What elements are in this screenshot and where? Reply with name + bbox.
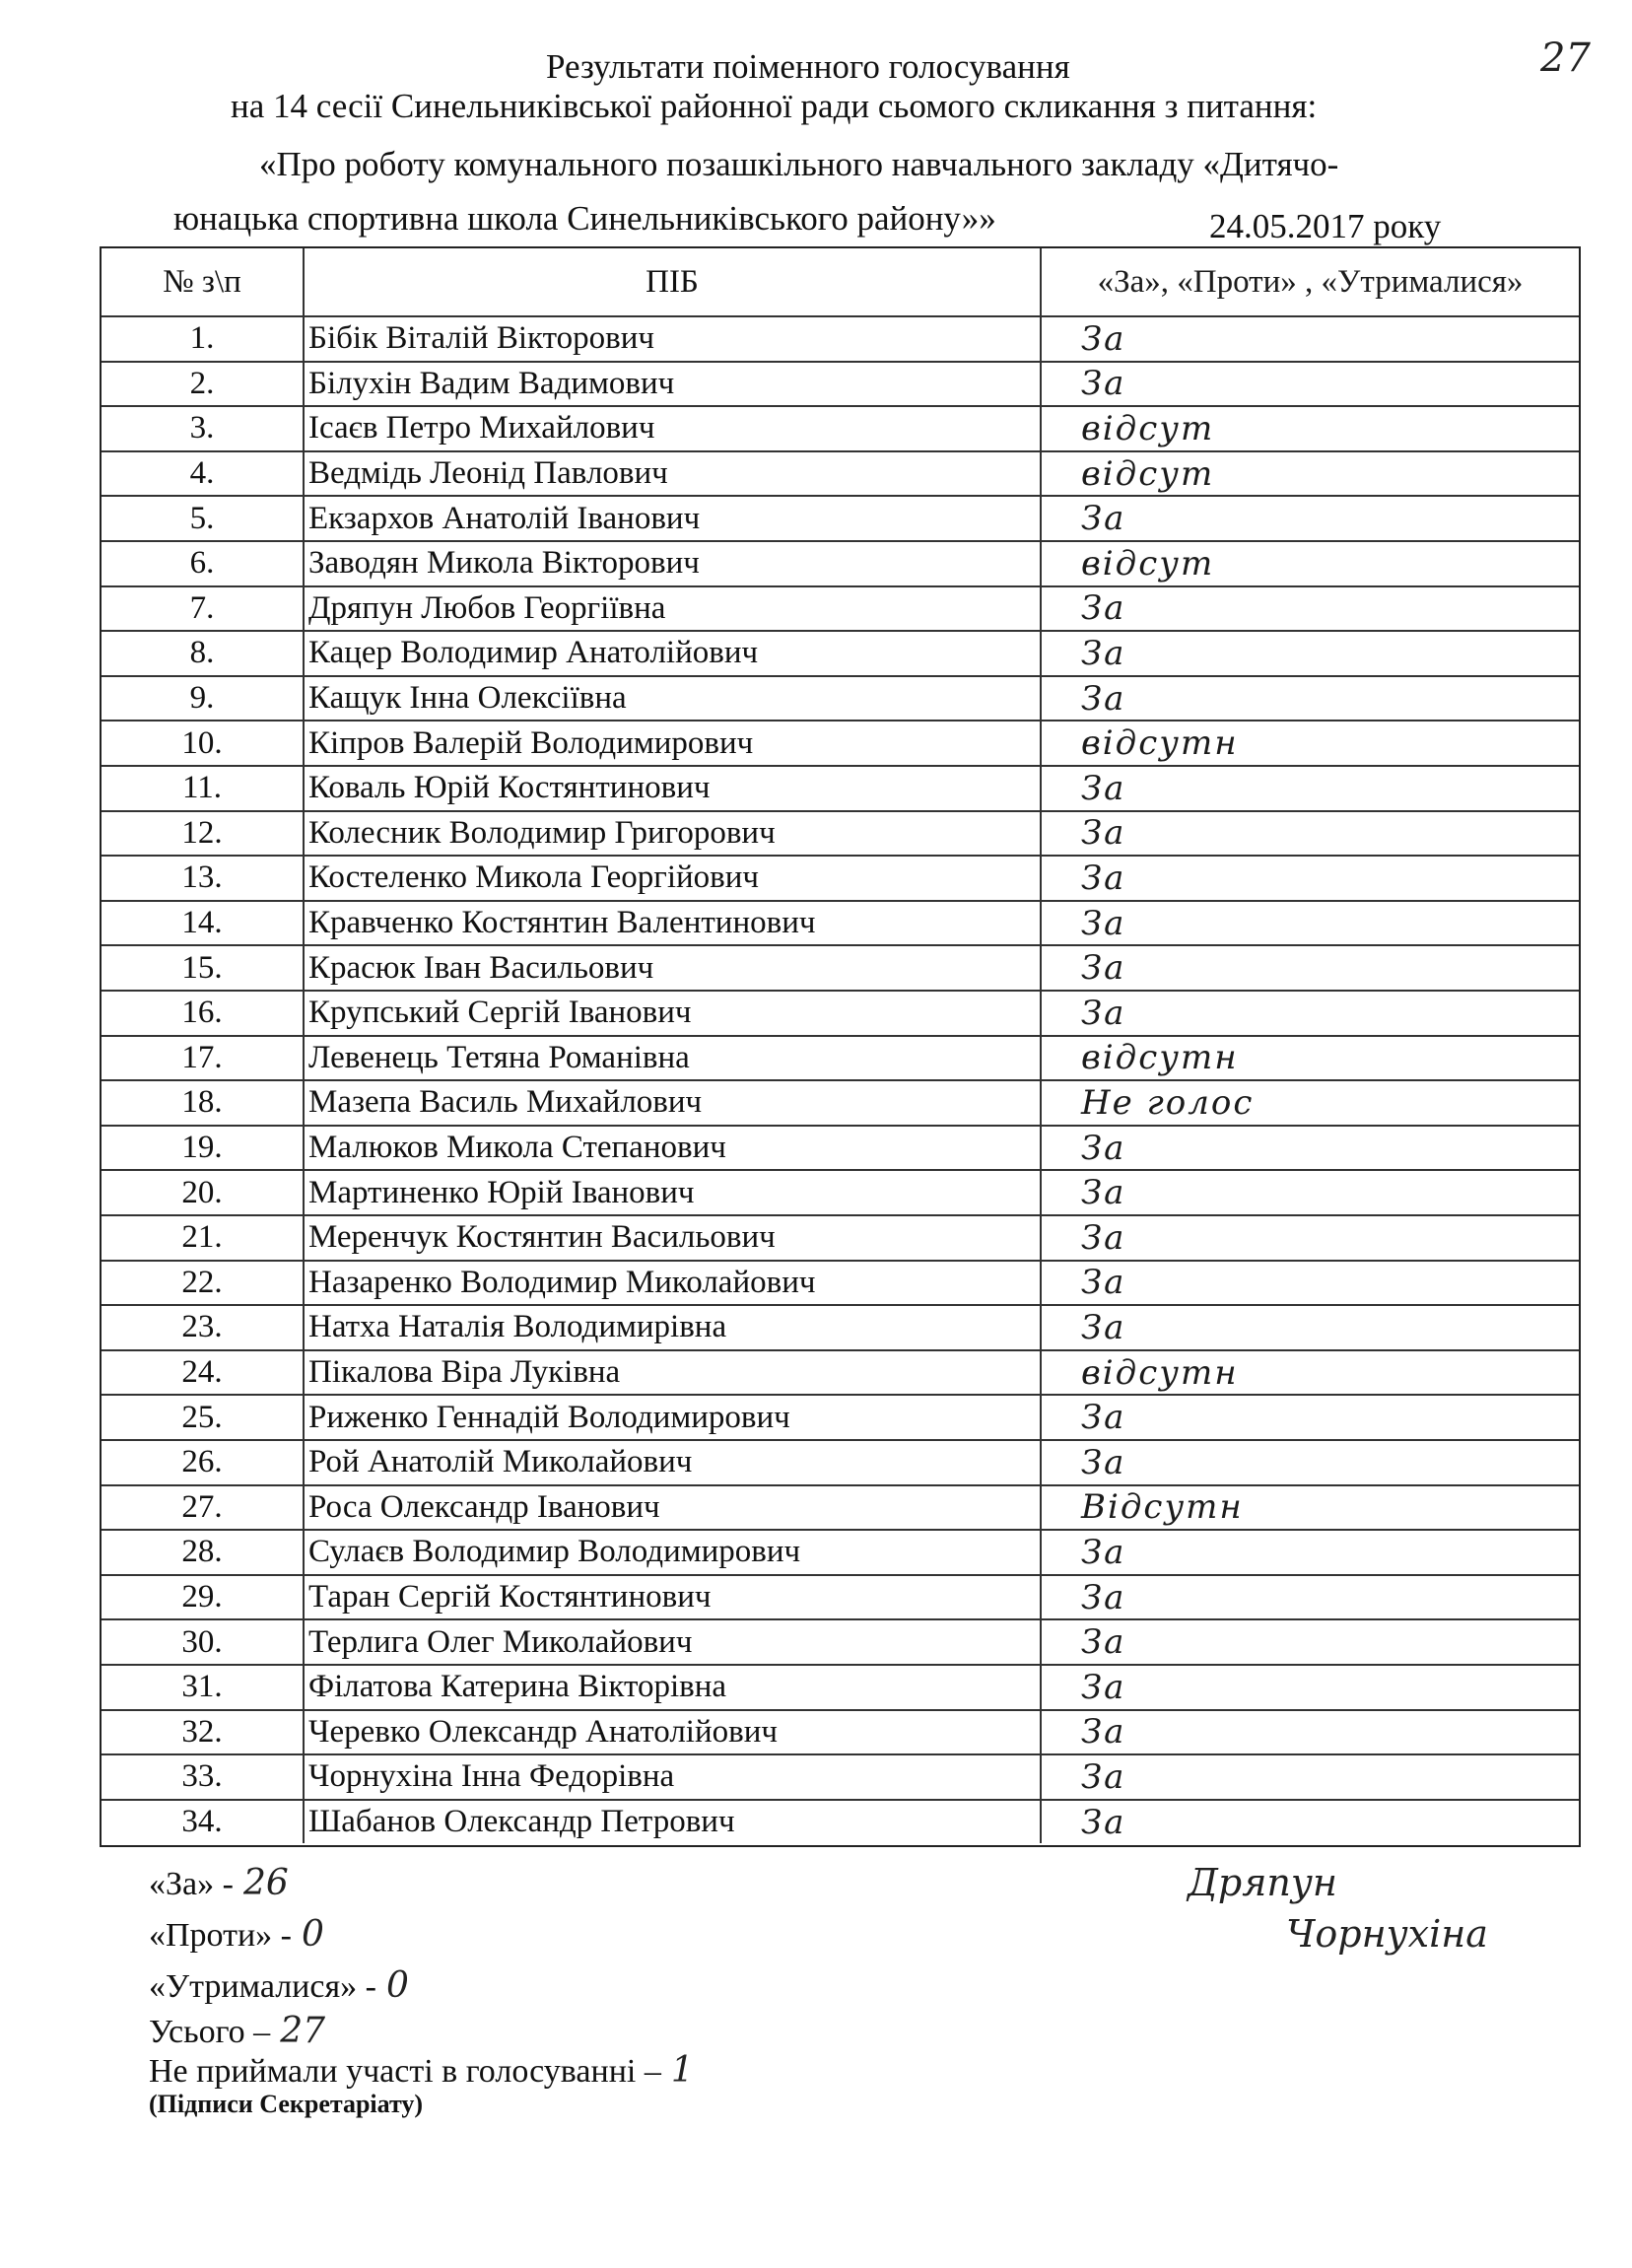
summary-total-label: Усього – bbox=[149, 2014, 271, 2050]
summary-against bbox=[149, 1914, 324, 1955]
row-number: 29. bbox=[181, 1579, 223, 1615]
row-number: 27. bbox=[181, 1488, 223, 1525]
table-row bbox=[102, 630, 1579, 675]
row-number: 9. bbox=[189, 680, 215, 717]
summary-total-value: 27 bbox=[280, 2011, 325, 2051]
table-row bbox=[102, 1618, 1579, 1664]
summary-not-voted bbox=[149, 2050, 694, 2091]
table-row bbox=[102, 675, 1579, 721]
vote-value: За bbox=[1040, 1306, 1579, 1349]
document-title: Результати поіменного голосування bbox=[546, 47, 1070, 86]
vote-value: За bbox=[1040, 992, 1579, 1035]
topic-line-1: «Про роботу комунального позашкільного навчального закладу «Дитячо- bbox=[259, 145, 1339, 183]
member-name: Чорнухіна Інна Федорівна bbox=[303, 1755, 1040, 1799]
document-date: 24.05.2017 року bbox=[1209, 207, 1442, 245]
topic-line-2: юнацька спортивна школа Синельниківського району»» bbox=[173, 199, 996, 238]
row-number: 16. bbox=[181, 995, 223, 1031]
row-number: 18. bbox=[181, 1084, 223, 1121]
vote-value: За bbox=[1040, 812, 1579, 856]
summary-abstain-label: «Утрималися» - bbox=[149, 1968, 376, 2005]
vote-value: За bbox=[1040, 1171, 1579, 1214]
row-number: 25. bbox=[181, 1399, 223, 1435]
table-row bbox=[102, 1484, 1579, 1530]
member-name: Кащук Інна Олексіївна bbox=[303, 677, 1040, 721]
column-header-number: № з\п bbox=[163, 263, 241, 300]
summary-total bbox=[149, 2011, 325, 2051]
summary-against-value: 0 bbox=[301, 1914, 324, 1955]
row-number: 21. bbox=[181, 1219, 223, 1256]
vote-value: За bbox=[1040, 1262, 1579, 1305]
vote-value: Відсутн bbox=[1040, 1486, 1579, 1530]
table-row bbox=[102, 1349, 1579, 1395]
member-name: Дряпун Любов Георгіївна bbox=[303, 587, 1040, 631]
member-name: Філатова Катерина Вікторівна bbox=[303, 1666, 1040, 1709]
row-number: 4. bbox=[189, 455, 215, 492]
row-number: 7. bbox=[189, 589, 215, 626]
member-name: Костеленко Микола Георгійович bbox=[303, 857, 1040, 900]
row-number: 33. bbox=[181, 1758, 223, 1795]
summary-abstain bbox=[149, 1965, 409, 2006]
table-row bbox=[102, 315, 1579, 361]
table-row bbox=[102, 361, 1579, 406]
member-name: Сулаєв Володимир Володимирович bbox=[303, 1531, 1040, 1574]
vote-value: відсут bbox=[1040, 452, 1579, 496]
row-number: 24. bbox=[181, 1354, 223, 1391]
member-name: Мартиненко Юрій Іванович bbox=[303, 1171, 1040, 1214]
vote-value: За bbox=[1040, 677, 1579, 721]
table-row bbox=[102, 1079, 1579, 1125]
vote-value: відсутн bbox=[1040, 722, 1579, 765]
member-name: Кацер Володимир Анатолійович bbox=[303, 632, 1040, 675]
table-row bbox=[102, 585, 1579, 631]
table-row bbox=[102, 540, 1579, 585]
table-row bbox=[102, 405, 1579, 450]
vote-value: За bbox=[1040, 1801, 1579, 1844]
vote-value: За bbox=[1040, 1620, 1579, 1664]
row-number: 28. bbox=[181, 1534, 223, 1570]
table-row bbox=[102, 1574, 1579, 1619]
table-row bbox=[102, 900, 1579, 945]
table-row bbox=[102, 1753, 1579, 1799]
page-number: 27 bbox=[1540, 35, 1591, 81]
table-row bbox=[102, 1304, 1579, 1349]
member-name: Ісаєв Петро Михайлович bbox=[303, 407, 1040, 450]
row-number: 15. bbox=[181, 949, 223, 986]
row-number: 10. bbox=[181, 724, 223, 761]
row-number: 11. bbox=[181, 770, 223, 806]
vote-value: За bbox=[1040, 1216, 1579, 1260]
member-name: Малюков Микола Степанович bbox=[303, 1127, 1040, 1170]
row-number: 13. bbox=[181, 859, 223, 896]
vote-value: За bbox=[1040, 1666, 1579, 1709]
member-name: Крупський Сергій Іванович bbox=[303, 992, 1040, 1035]
vote-value: За bbox=[1040, 767, 1579, 810]
vote-value: За bbox=[1040, 1576, 1579, 1619]
table-row bbox=[102, 1169, 1579, 1214]
row-number: 6. bbox=[189, 545, 215, 582]
member-name: Бібік Віталій Вікторович bbox=[303, 317, 1040, 361]
member-name: Шабанов Олександр Петрович bbox=[303, 1801, 1040, 1844]
signature-line-1: Дряпун bbox=[1188, 1861, 1337, 1904]
summary-not-voted-value: 1 bbox=[670, 2050, 694, 2091]
member-name: Черевко Олександр Анатолійович bbox=[303, 1711, 1040, 1754]
vote-value: За bbox=[1040, 1531, 1579, 1574]
member-name: Риженко Геннадій Володимирович bbox=[303, 1396, 1040, 1439]
table-row bbox=[102, 1035, 1579, 1080]
vote-value: За bbox=[1040, 1396, 1579, 1439]
vote-value: За bbox=[1040, 946, 1579, 990]
vote-value: За bbox=[1040, 497, 1579, 540]
row-number: 22. bbox=[181, 1264, 223, 1300]
member-name: Колесник Володимир Григорович bbox=[303, 812, 1040, 856]
summary-against-label: «Проти» - bbox=[149, 1917, 292, 1954]
row-number: 2. bbox=[189, 365, 215, 401]
row-number: 20. bbox=[181, 1174, 223, 1210]
member-name: Ведмідь Леонід Павлович bbox=[303, 452, 1040, 496]
table-row bbox=[102, 810, 1579, 856]
table-row bbox=[102, 1709, 1579, 1754]
column-header-name: ПІБ bbox=[303, 248, 1040, 315]
member-name: Кіпров Валерій Володимирович bbox=[303, 722, 1040, 765]
vote-value: відсут bbox=[1040, 407, 1579, 450]
row-number: 8. bbox=[189, 635, 215, 671]
vote-value: відсут bbox=[1040, 542, 1579, 585]
table-row bbox=[102, 495, 1579, 540]
vote-value: За bbox=[1040, 1711, 1579, 1754]
column-header-vote: «За», «Проти» , «Утрималися» bbox=[1040, 248, 1579, 315]
member-name: Білухін Вадим Вадимович bbox=[303, 363, 1040, 406]
table-header-row bbox=[102, 248, 1579, 315]
member-name: Назаренко Володимир Миколайович bbox=[303, 1262, 1040, 1305]
member-name: Заводян Микола Вікторович bbox=[303, 542, 1040, 585]
vote-value: За bbox=[1040, 587, 1579, 631]
table-row bbox=[102, 720, 1579, 765]
row-number: 12. bbox=[181, 814, 223, 851]
vote-value: відсутн bbox=[1040, 1351, 1579, 1395]
member-name: Мазепа Василь Михайлович bbox=[303, 1081, 1040, 1125]
vote-value: За bbox=[1040, 1441, 1579, 1484]
member-name: Терлига Олег Миколайович bbox=[303, 1620, 1040, 1664]
member-name: Натха Наталія Володимирівна bbox=[303, 1306, 1040, 1349]
secretariat-signatures-label: (Підписи Секретаріату) bbox=[149, 2090, 424, 2118]
row-number: 23. bbox=[181, 1309, 223, 1345]
member-name: Красюк Іван Васильович bbox=[303, 946, 1040, 990]
table-row bbox=[102, 944, 1579, 990]
table-row bbox=[102, 765, 1579, 810]
row-number: 26. bbox=[181, 1444, 223, 1480]
vote-value: За bbox=[1040, 317, 1579, 361]
vote-value: За bbox=[1040, 857, 1579, 900]
member-name: Левенець Тетяна Романівна bbox=[303, 1037, 1040, 1080]
summary-not-voted-label: Не приймали участі в голосуванні – bbox=[149, 2053, 661, 2090]
row-number: 1. bbox=[189, 320, 215, 357]
secretariat-signatures bbox=[1168, 1861, 1601, 2019]
row-number: 17. bbox=[181, 1039, 223, 1075]
row-number: 32. bbox=[181, 1713, 223, 1750]
vote-value: За bbox=[1040, 902, 1579, 945]
member-name: Кравченко Костянтин Валентинович bbox=[303, 902, 1040, 945]
voting-results-table bbox=[100, 246, 1581, 1847]
summary-for bbox=[149, 1863, 289, 1903]
summary-abstain-value: 0 bbox=[385, 1965, 409, 2006]
row-number: 30. bbox=[181, 1623, 223, 1660]
row-number: 31. bbox=[181, 1669, 223, 1705]
member-name: Коваль Юрій Костянтинович bbox=[303, 767, 1040, 810]
member-name: Пікалова Віра Луківна bbox=[303, 1351, 1040, 1395]
member-name: Таран Сергій Костянтинович bbox=[303, 1576, 1040, 1619]
row-number: 19. bbox=[181, 1130, 223, 1166]
table-row bbox=[102, 1214, 1579, 1260]
vote-value: Не голос bbox=[1040, 1081, 1579, 1125]
signature-line-2: Чорнухіна bbox=[1286, 1912, 1488, 1956]
table-row bbox=[102, 1260, 1579, 1305]
table-row bbox=[102, 1439, 1579, 1484]
member-name: Рой Анатолій Миколайович bbox=[303, 1441, 1040, 1484]
vote-value: За bbox=[1040, 1755, 1579, 1799]
row-number: 34. bbox=[181, 1804, 223, 1840]
row-number: 3. bbox=[189, 410, 215, 447]
vote-value: За bbox=[1040, 363, 1579, 406]
vote-value: відсутн bbox=[1040, 1037, 1579, 1080]
table-row bbox=[102, 1664, 1579, 1709]
row-number: 14. bbox=[181, 905, 223, 941]
document-subtitle: на 14 сесії Синельниківської районної ради сьомого скликання з питання: bbox=[231, 87, 1318, 125]
table-row bbox=[102, 990, 1579, 1035]
member-name: Роса Олександр Іванович bbox=[303, 1486, 1040, 1530]
vote-value: За bbox=[1040, 1127, 1579, 1170]
vote-value: За bbox=[1040, 632, 1579, 675]
table-row bbox=[102, 1799, 1579, 1844]
table-row bbox=[102, 1394, 1579, 1439]
member-name: Екзархов Анатолій Іванович bbox=[303, 497, 1040, 540]
summary-for-value: 26 bbox=[242, 1863, 289, 1903]
table-row bbox=[102, 1529, 1579, 1574]
row-number: 5. bbox=[189, 500, 215, 536]
table-row bbox=[102, 450, 1579, 496]
summary-for-label: «За» - bbox=[149, 1866, 234, 1902]
member-name: Меренчук Костянтин Васильович bbox=[303, 1216, 1040, 1260]
table-row bbox=[102, 855, 1579, 900]
table-row bbox=[102, 1125, 1579, 1170]
